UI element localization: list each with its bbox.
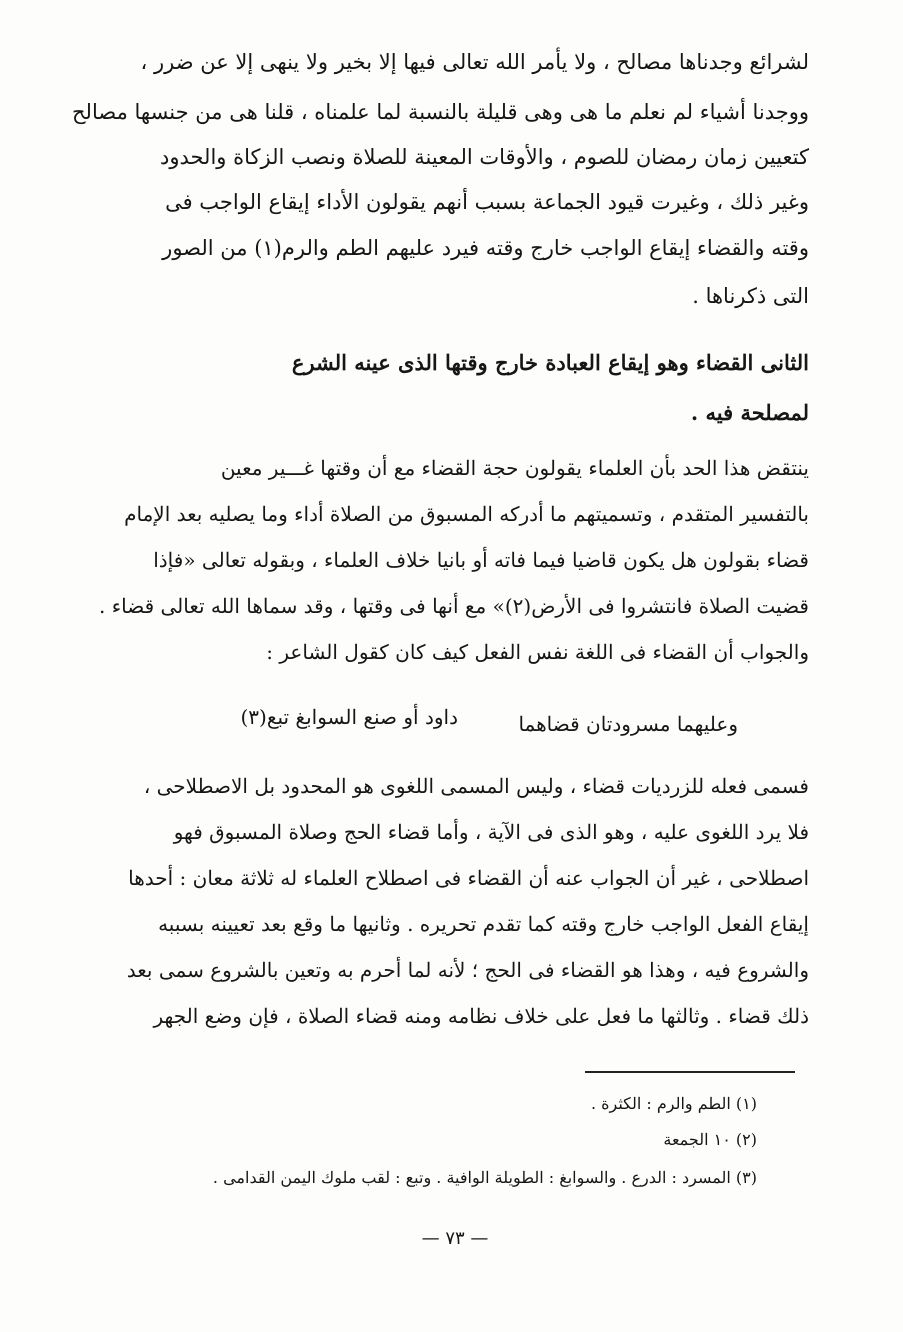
text-line: فلا يرد اللغوى عليه ، وهو الذى فى الآية ، وأما قضاء الحج وصلاة المسبوق فهو [173,820,809,844]
text-line: اصطلاحى ، غير أن الجواب عنه أن القضاء فى اصطلاح العلماء له ثلاثة معان : أحدها [128,866,809,890]
text-line: والشروع فيه ، وهذا هو القضاء فى الحج ؛ لأنه لما أحرم به وتعين بالشروع سمى بعد [126,958,809,982]
text-line: وقته والقضاء إيقاع الواجب خارج وقته فيرد عليهم الطم والرم(١) من الصور [162,236,809,260]
text-line: وغير ذلك ، وغيرت قيود الجماعة بسبب أنهم يقولون الأداء إيقاع الواجب فى [165,190,809,214]
text-line: إيقاع الفعل الواجب خارج وقته كما تقدم تحريره . وثانيها ما وقع بعد تعيينه بسببه [158,912,809,936]
footnote: (١) الطم والرم : الكثرة . [590,1094,757,1113]
text-line: فسمى فعله للزرديات قضاء ، وليس المسمى اللغوى هو المحدود بل الاصطلاحى ، [143,774,809,798]
verse-first-hemistich: وعليهما مسرودتان قضاهما [518,712,738,736]
text-line: قضاء بقولون هل يكون قاضيا فيما فاته أو بانيا خلاف العلماء ، وبقوله تعالى «فإذا [153,548,809,572]
footnote: (٣) المسرد : الدرع . والسوابغ : الطويلة الوافية . وتبع : لقب ملوك اليمن القدامى . [212,1168,757,1187]
text-line: لشرائع وجدناها مصالح ، ولا يأمر الله تعالى فيها إلا بخير ولا ينهى إلا عن ضرر ، [140,50,809,74]
text-line: التى ذكرناها . [692,284,809,308]
section-heading: الثانى القضاء وهو إيقاع العبادة خارج وقتها الذى عينه الشرع [291,350,809,375]
footnote: (٢) ١٠ الجمعة [663,1130,757,1149]
verse-second-hemistich: داود أو صنع السوابغ تبع(٣) [240,705,458,729]
footnote-separator [585,1071,795,1073]
page-number: — ٧٣ — [421,1228,489,1249]
text-line: ووجدنا أشياء لم نعلم ما هى وهى قليلة بالنسبة لما علمناه ، قلنا هى من جنسها مصالح [72,100,809,124]
text-line: كتعيين زمان رمضان للصوم ، والأوقات المعينة للصلاة ونصب الزكاة والحدود [159,145,809,169]
text-line: ذلك قضاء . وثالثها ما فعل على خلاف نظامه ومنه قضاء الصلاة ، فإن وضع الجهر [153,1004,809,1028]
text-line: والجواب أن القضاء فى اللغة نفس الفعل كيف كان كقول الشاعر : [266,640,809,664]
text-line: قضيت الصلاة فانتشروا فى الأرض(٢)» مع أنها فى وقتها ، وقد سماها الله تعالى قضاء . [99,594,809,618]
text-line: ينتقض هذا الحد بأن العلماء يقولون حجة القضاء مع أن وقتها غـــير معين [220,456,809,480]
section-heading: لمصلحة فيه . [690,400,809,425]
text-line: بالتفسير المتقدم ، وتسميتهم ما أدركه المسبوق من الصلاة أداء وما يصليه بعد الإمام [124,502,809,526]
